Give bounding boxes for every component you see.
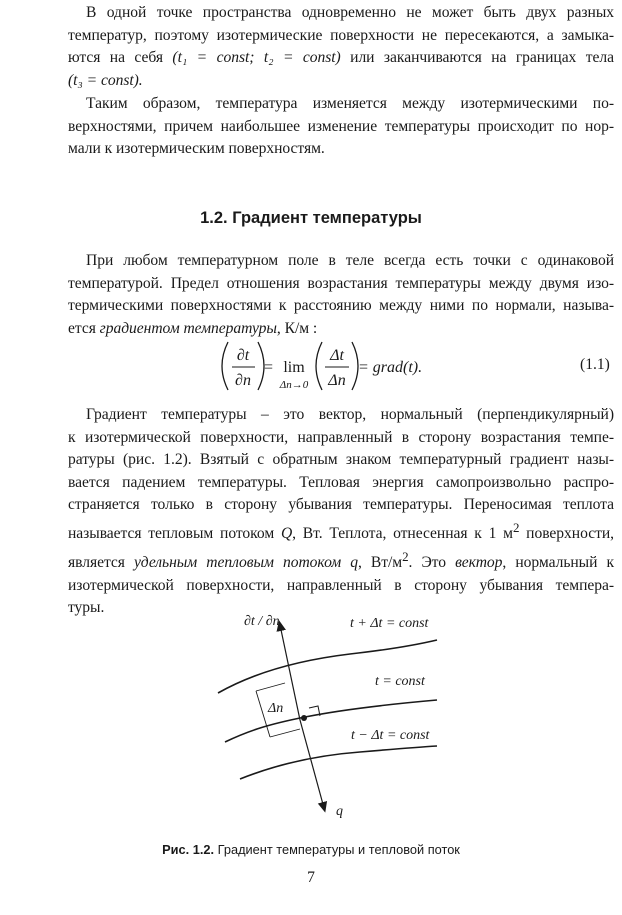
formula-result: = grad(t). [358, 359, 423, 376]
text-line: ются на себя (t₁ = const; t₂ = const) или заканчиваются на границах тела [68, 49, 614, 67]
label-delta-n: Δn [268, 701, 284, 716]
text-line: Таким образом, температура изменяется между изотермическими по- [86, 95, 614, 112]
label-isotherm-middle: t = const [375, 674, 425, 689]
label-isotherm-upper: t + Δt = const [350, 616, 429, 631]
isotherm-lower-curve [240, 746, 437, 779]
equals-sign: = [264, 359, 274, 376]
text-line: ратуры (рис. 1.2). Взятый с обратным знаком температурный градиент назы- [68, 451, 614, 469]
lhs-numerator: ∂t [236, 347, 250, 364]
superscript: 2 [512, 519, 520, 535]
superscript: 2 [402, 548, 409, 564]
text-line: ется градиентом температуры, К/м : [68, 319, 318, 337]
emphasis: вектор [455, 553, 503, 571]
text-line: температур, поэтому изотермические поверхности не пересекаются, а замыка- [68, 26, 614, 44]
lhs-denominator: ∂n [235, 372, 251, 389]
label-isotherm-lower: t − Δt = const [351, 728, 430, 743]
caption-text: Градиент температуры и тепловой поток [214, 842, 460, 857]
text-line: При любом температурном поле в теле всегда есть точки с одинаковой [86, 252, 614, 269]
figure-caption [0, 842, 622, 857]
emphasis: градиентом температуры [99, 319, 277, 337]
page-number: 7 [307, 869, 315, 886]
rhs-numerator: Δt [330, 347, 344, 364]
text-line: температурой. Предел отношения возрастания температуры между двумя изо- [68, 274, 614, 292]
axis-label-gradient: ∂t / ∂n [244, 614, 280, 629]
text-line: Градиент температуры – это вектор, нормальный (перпендикулярный) [86, 406, 614, 423]
symbol-q-upper: Q [280, 525, 293, 543]
delta-n-extension [270, 729, 300, 737]
delta-n-extension [256, 683, 285, 691]
text-line: верхностями, причем наибольшее изменение температуры происходит по нор- [68, 117, 614, 135]
section-heading: 1.2. Градиент температуры [200, 209, 422, 227]
intersection-point [301, 715, 307, 721]
lim-subscript: Δn→0 [279, 379, 309, 391]
heat-flux-arrow [300, 720, 324, 808]
text-line: изотермической поверхности, направленный в сторону убывания темпера- [68, 576, 614, 594]
text-line: В одной точке пространства одновременно не может быть двух разных [86, 4, 614, 21]
text-line: называется тепловым потоком Q, Вт. Теплота, отнесенная к 1 $м^2$ поверхности, [68, 519, 615, 543]
text-line: мали к изотермическим поверхностям. [68, 140, 325, 158]
lim-operator: lim [283, 359, 305, 376]
text-line: является удельным тепловым потоком q, $Вт/м^2$. Это вектор, нормальный к [68, 548, 614, 571]
equation-number: (1.1) [580, 356, 610, 373]
rhs-denominator: Δn [328, 372, 346, 389]
text-line: страняется только в сторону убывания температуры. Переносимая теплота [68, 496, 614, 514]
label-heat-flux: q [336, 804, 343, 819]
text-line: термическими поверхностями к расстоянию между ними по нормали, называ- [68, 297, 614, 315]
text-line: туры. [68, 599, 105, 617]
inline-math: (t₁ = const; t₂ = const) [172, 49, 341, 67]
emphasis: удельным тепловым потоком q [133, 553, 358, 571]
text-line: к изотермической поверхности, направленный в сторону возрастания темпе- [68, 428, 614, 446]
caption-label: Рис. 1.2. [162, 842, 215, 857]
text-line: вается падением температуры. Тепловая энергия самопроизвольно распро- [68, 473, 614, 491]
inline-math: (t₃ = const). [68, 71, 143, 89]
